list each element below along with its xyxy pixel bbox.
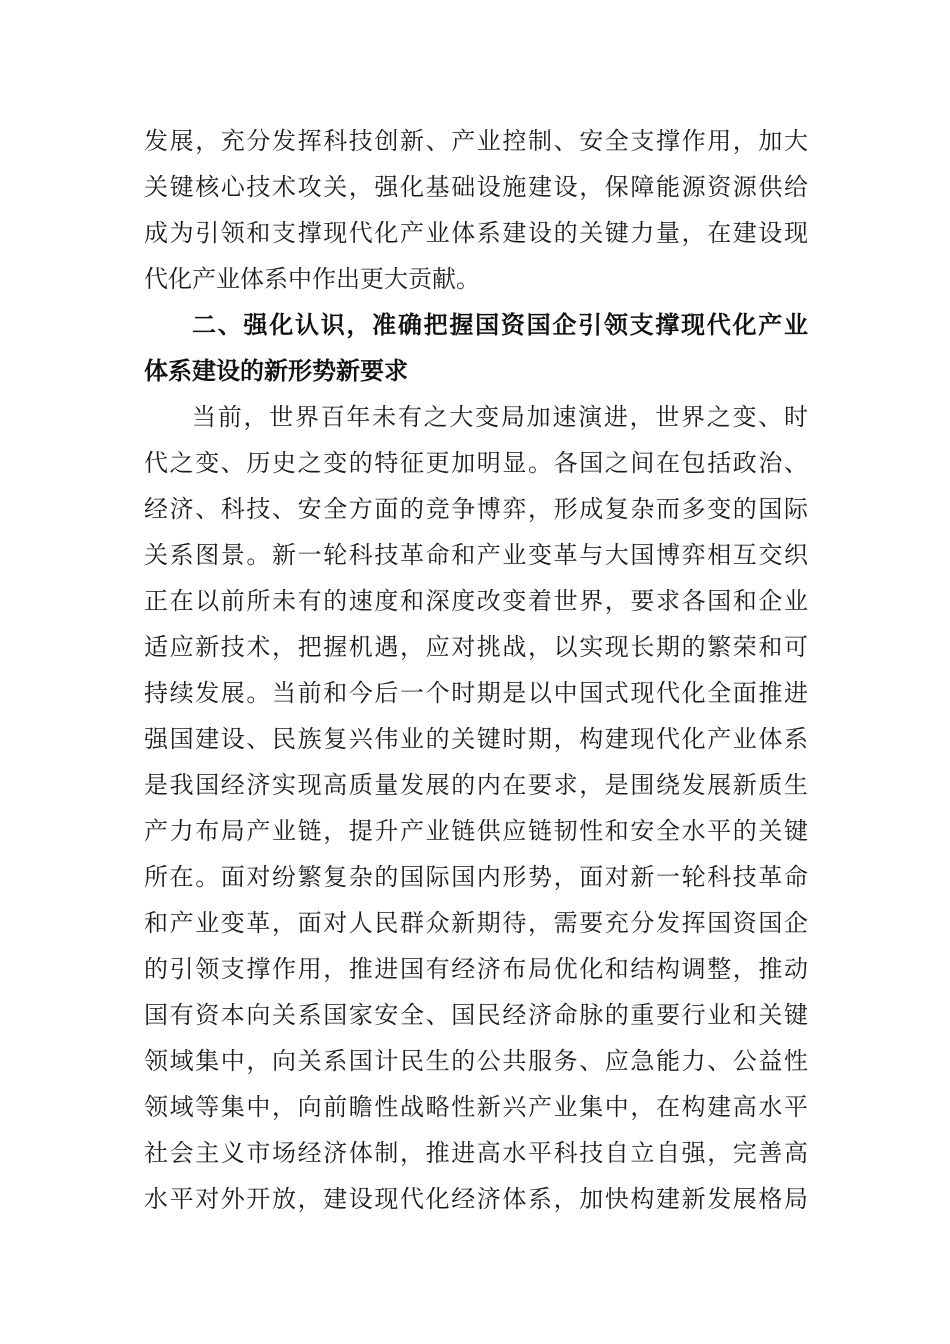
- paragraph-line: 持续发展。当前和今后一个时期是以中国式现代化全面推进: [144, 679, 808, 707]
- paragraph-line: 产力布局产业链，提升产业链供应链韧性和安全水平的关键: [144, 817, 808, 845]
- paragraph-line: 发展，充分发挥科技创新、产业控制、安全支撑作用，加大: [144, 127, 808, 155]
- section-heading-line: 体系建设的新形势新要求: [144, 357, 408, 385]
- paragraph-line: 适应新技术，把握机遇，应对挑战，以实现长期的繁荣和可: [144, 633, 808, 661]
- paragraph-line: 正在以前所未有的速度和深度改变着世界，要求各国和企业: [144, 587, 808, 615]
- paragraph-line: 是我国经济实现高质量发展的内在要求，是围绕发展新质生: [144, 771, 808, 799]
- paragraph-line: 当前，世界百年未有之大变局加速演进，世界之变、时: [192, 403, 808, 431]
- paragraph-line: 领域集中，向关系国计民生的公共服务、应急能力、公益性: [144, 1047, 808, 1075]
- paragraph-line: 代化产业体系中作出更大贡献。: [144, 265, 480, 293]
- paragraph-line: 关系图景。新一轮科技革命和产业变革与大国博弈相互交织: [144, 541, 808, 569]
- paragraph-line: 的引领支撑作用，推进国有经济布局优化和结构调整，推动: [144, 955, 808, 983]
- paragraph-line: 强国建设、民族复兴伟业的关键时期，构建现代化产业体系: [144, 725, 808, 753]
- paragraph-line: 社会主义市场经济体制，推进高水平科技自立自强，完善高: [144, 1139, 808, 1167]
- paragraph-line: 领域等集中，向前瞻性战略性新兴产业集中，在构建高水平: [144, 1093, 808, 1121]
- paragraph-line: 和产业变革，面对人民群众新期待，需要充分发挥国资国企: [144, 909, 808, 937]
- paragraph-line: 关键核心技术攻关，强化基础设施建设，保障能源资源供给: [144, 173, 808, 201]
- paragraph-line: 水平对外开放，建设现代化经济体系，加快构建新发展格局: [144, 1185, 808, 1213]
- paragraph-line: 国有资本向关系国家安全、国民经济命脉的重要行业和关键: [144, 1001, 808, 1029]
- paragraph-line: 所在。面对纷繁复杂的国际国内形势，面对新一轮科技革命: [144, 863, 808, 891]
- paragraph-line: 成为引领和支撑现代化产业体系建设的关键力量，在建设现: [144, 219, 808, 247]
- paragraph-line: 经济、科技、安全方面的竞争博弈，形成复杂而多变的国际: [144, 495, 808, 523]
- paragraph-line: 代之变、历史之变的特征更加明显。各国之间在包括政治、: [144, 449, 808, 477]
- section-heading-line: 二、强化认识，准确把握国资国企引领支撑现代化产业: [192, 311, 808, 339]
